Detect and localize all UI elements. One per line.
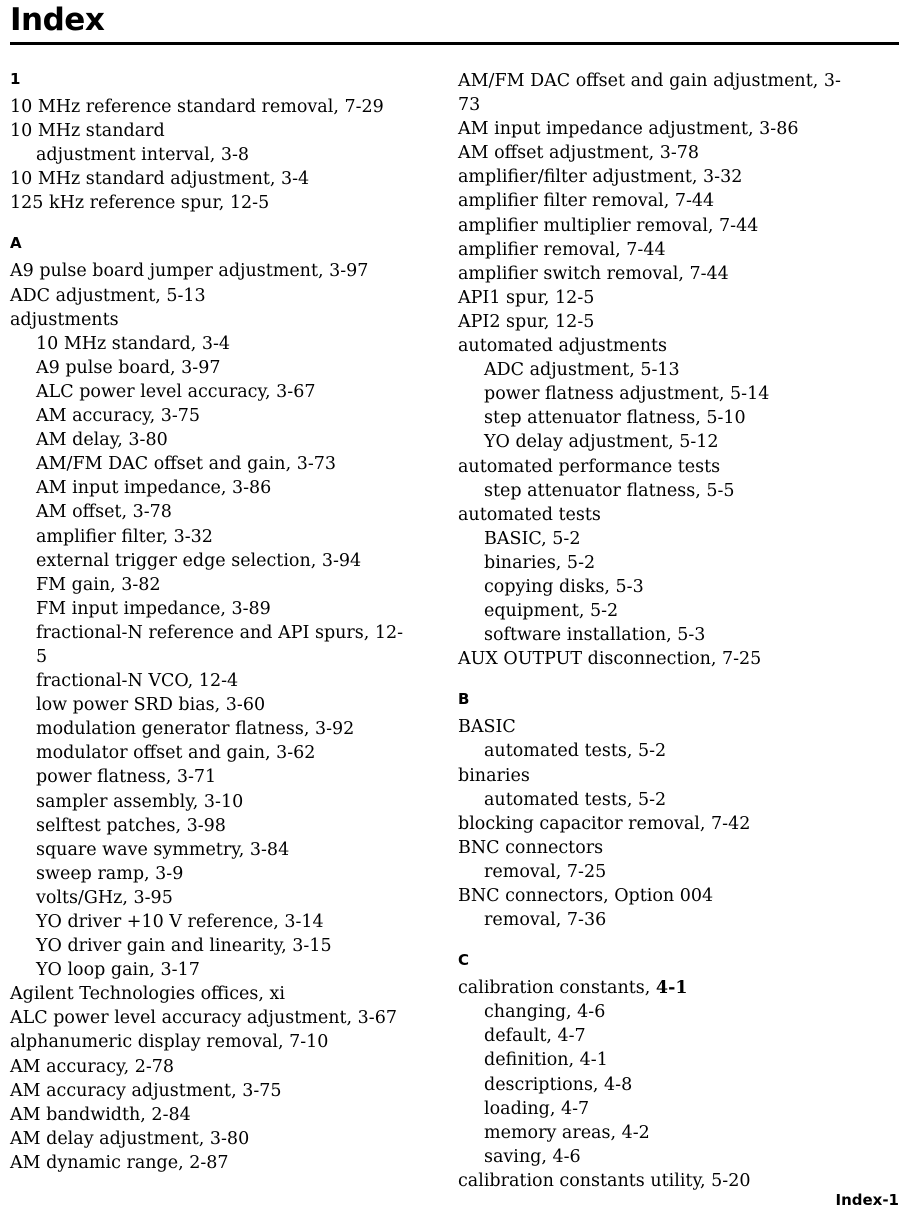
index-subentry[interactable]: FM input impedance, 3-89 [36, 598, 271, 619]
index-subentry[interactable]: binaries, 5-2 [484, 552, 596, 573]
index-entry[interactable]: ALC power level accuracy adjustment, 3-67 [10, 1008, 397, 1029]
index-entry[interactable]: API1 spur, 12-5 [458, 287, 595, 308]
index-subentry[interactable]: low power SRD bias, 3-60 [36, 695, 266, 716]
index-entry[interactable]: AM/FM DAC offset and gain adjustment, 3-73 [458, 71, 841, 116]
index-subentry[interactable]: sampler assembly, 3-10 [36, 791, 244, 812]
index-subentry[interactable]: BASIC, 5-2 [484, 528, 581, 549]
page-title: Index [10, 2, 105, 38]
index-subentry[interactable]: square wave symmetry, 3-84 [36, 839, 290, 860]
index-subentry[interactable]: removal, 7-36 [484, 910, 607, 931]
index-subentry[interactable]: power flatness, 3-71 [36, 767, 217, 788]
index-section-heading: A [10, 234, 22, 253]
index-entry[interactable]: AM input impedance adjustment, 3-86 [458, 119, 799, 140]
index-subentry[interactable]: memory areas, 4-2 [484, 1122, 650, 1143]
title-divider [10, 42, 899, 45]
index-subentry[interactable]: FM gain, 3-82 [36, 574, 161, 595]
index-subentry[interactable]: copying disks, 5-3 [484, 576, 644, 597]
index-subentry[interactable]: changing, 4-6 [484, 1002, 606, 1023]
index-entry[interactable]: adjustments [10, 309, 119, 330]
index-entry[interactable]: AM bandwidth, 2-84 [10, 1104, 191, 1125]
index-entry[interactable]: amplifier/filter adjustment, 3-32 [458, 167, 743, 188]
index-column-right [458, 69, 862, 1193]
index-entry[interactable]: AM offset adjustment, 3-78 [458, 143, 700, 164]
index-subentry[interactable]: automated tests, 5-2 [484, 741, 667, 762]
index-subentry[interactable]: YO loop gain, 3-17 [36, 960, 200, 981]
index-subentry[interactable]: automated tests, 5-2 [484, 789, 667, 810]
index-entry[interactable]: 125 kHz reference spur, 12-5 [10, 193, 270, 214]
index-subentry[interactable]: fractional-N reference and API spurs, 12-5 [36, 622, 404, 667]
index-subentry[interactable]: YO driver gain and linearity, 3-15 [36, 936, 332, 957]
index-entry[interactable]: automated adjustments [458, 336, 668, 357]
index-subentry[interactable]: default, 4-7 [484, 1026, 586, 1047]
index-subentry[interactable]: selftest patches, 3-98 [36, 815, 226, 836]
index-entry[interactable]: AM delay adjustment, 3-80 [10, 1128, 250, 1149]
index-subentry[interactable]: A9 pulse board, 3-97 [36, 357, 221, 378]
index-subentry[interactable]: descriptions, 4-8 [484, 1074, 633, 1095]
index-subentry[interactable]: volts/GHz, 3-95 [36, 887, 173, 908]
index-columns [10, 69, 899, 1193]
index-entry[interactable]: automated performance tests [458, 456, 721, 477]
index-section-heading: B [458, 690, 470, 709]
index-entry[interactable]: binaries [458, 765, 530, 786]
index-entry[interactable]: amplifier removal, 7-44 [458, 239, 666, 260]
index-subentry[interactable]: AM/FM DAC offset and gain, 3-73 [36, 454, 337, 475]
index-entry[interactable]: BASIC [458, 717, 516, 738]
index-entry[interactable]: AM dynamic range, 2-87 [10, 1152, 229, 1173]
index-subentry[interactable]: ADC adjustment, 5-13 [484, 360, 680, 381]
index-entry[interactable]: AUX OUTPUT disconnection, 7-25 [458, 649, 762, 670]
index-subentry[interactable]: AM offset, 3-78 [36, 502, 172, 523]
index-subentry[interactable]: YO delay adjustment, 5-12 [484, 432, 719, 453]
index-subentry[interactable]: ALC power level accuracy, 3-67 [36, 381, 316, 402]
index-subentry[interactable]: AM input impedance, 3-86 [36, 478, 272, 499]
index-entry[interactable]: ADC adjustment, 5-13 [10, 285, 206, 306]
index-subentry[interactable]: modulator offset and gain, 3-62 [36, 743, 316, 764]
index-section-heading: C [458, 951, 470, 970]
index-entry[interactable]: A9 pulse board jumper adjustment, 3-97 [10, 261, 369, 282]
index-entry[interactable]: AM accuracy, 2-78 [10, 1056, 175, 1077]
index-subentry[interactable]: AM delay, 3-80 [36, 430, 168, 451]
index-subentry[interactable]: step attenuator flatness, 5-5 [484, 480, 735, 501]
index-subentry[interactable]: YO driver +10 V reference, 3-14 [36, 912, 324, 932]
index-entry-page-ref: 4-1 [655, 978, 688, 999]
index-subentry[interactable]: external trigger edge selection, 3-94 [36, 550, 362, 571]
index-entry[interactable]: amplifier switch removal, 7-44 [458, 263, 729, 284]
index-entry[interactable]: calibration constants utility, 5-20 [458, 1170, 751, 1191]
index-entry[interactable]: AM accuracy adjustment, 3-75 [10, 1080, 282, 1101]
index-subentry[interactable]: AM accuracy, 3-75 [36, 406, 201, 427]
index-subentry[interactable]: amplifier filter, 3-32 [36, 526, 213, 547]
index-subentry[interactable]: modulation generator flatness, 3-92 [36, 719, 355, 740]
index-entry[interactable]: API2 spur, 12-5 [458, 311, 595, 332]
index-entry[interactable]: automated tests [458, 504, 601, 525]
index-entry-text: calibration constants, [458, 978, 656, 999]
index-entry[interactable]: BNC connectors, Option 004 [458, 886, 714, 906]
index-entry[interactable]: alphanumeric display removal, 7-10 [10, 1032, 329, 1053]
index-subentry[interactable]: power flatness adjustment, 5-14 [484, 384, 770, 405]
index-entry[interactable]: amplifier filter removal, 7-44 [458, 191, 715, 212]
index-subentry[interactable]: 10 MHz standard, 3-4 [36, 333, 231, 354]
index-subentry[interactable]: loading, 4-7 [484, 1098, 590, 1119]
index-subentry[interactable]: definition, 4-1 [484, 1050, 608, 1071]
index-entry[interactable]: 10 MHz reference standard removal, 7-29 [10, 97, 384, 117]
index-section-heading: 1 [10, 70, 21, 88]
index-entry[interactable]: Agilent Technologies offices, xi [10, 984, 285, 1005]
index-subentry[interactable]: fractional-N VCO, 12-4 [36, 671, 239, 692]
index-entry[interactable]: blocking capacitor removal, 7-42 [458, 813, 751, 834]
index-subentry[interactable]: saving, 4-6 [484, 1146, 581, 1167]
index-entry[interactable]: BNC connectors [458, 837, 604, 858]
index-subentry[interactable]: adjustment interval, 3-8 [36, 145, 250, 166]
index-subentry[interactable]: software installation, 5-3 [484, 625, 706, 646]
page-footer: Index-1 [835, 1191, 899, 1209]
index-entry[interactable]: 10 MHz standard [10, 121, 165, 142]
index-entry[interactable] [458, 976, 862, 1000]
index-subentry[interactable]: equipment, 5-2 [484, 601, 619, 622]
index-subentry[interactable]: sweep ramp, 3-9 [36, 863, 184, 884]
index-column-left [10, 69, 414, 1175]
index-entry[interactable]: amplifier multiplier removal, 7-44 [458, 215, 759, 236]
index-entry[interactable]: 10 MHz standard adjustment, 3-4 [10, 169, 310, 190]
index-subentry[interactable]: removal, 7-25 [484, 861, 607, 882]
index-subentry[interactable]: step attenuator flatness, 5-10 [484, 408, 746, 429]
